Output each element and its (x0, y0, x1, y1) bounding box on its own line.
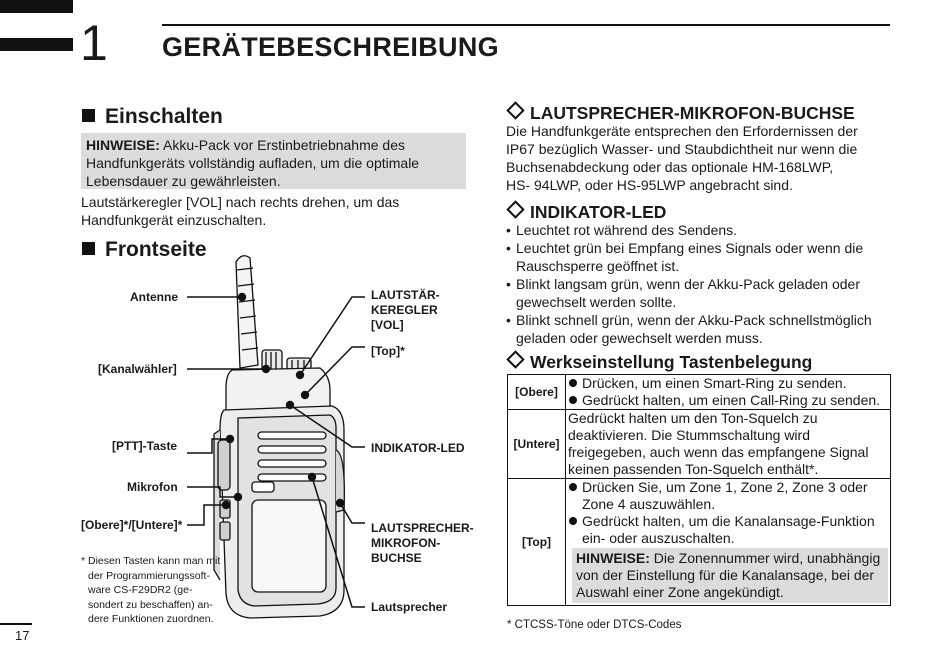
note-label: HINWEISE: (86, 137, 160, 153)
frontseite-footnote: * Diesen Tasten kann man mit der Programmierungssoft- ware CS-F29DR2 (ge- sondert zu beschaffen) an- dere Funktionen zuordnen. (81, 555, 221, 625)
diamond-bullet-icon (506, 200, 524, 218)
label-lautsprecher: Lautsprecher (371, 600, 448, 614)
table-key-cell: [Untere] (508, 410, 566, 479)
section-heading-einschalten: Einschalten (82, 104, 223, 130)
table-note-box: HINWEISE: Die Zonennummer wird, unabhängig von der Einstellung für die Kanalansage, bei der Auswahl einer Zone angekündigt. (572, 548, 888, 603)
key-assignment-table (507, 374, 891, 606)
page-number: 17 (15, 628, 30, 643)
table-key-cell: [Obere] (508, 375, 566, 410)
heading-indikator-led: INDIKATOR-LED (506, 201, 666, 223)
table-row (508, 410, 891, 479)
page-number-rule (0, 623, 32, 625)
chapter-tab-bar-bottom (0, 38, 73, 51)
bullet-dot-icon (569, 483, 577, 491)
label-lautstaerkeregler: LAUTSTÄR- KEREGLER [VOL] (371, 288, 440, 332)
list-item: • Blinkt langsam grün, wenn der Akku-Pack geladen oder gewechselt werden sollte. (506, 275, 896, 311)
table-row (508, 375, 891, 410)
note-text: HINWEISE: Akku-Pack vor Erstinbetriebnahme des Handfunkgeräts vollständig aufladen, um die optimale Lebensdauer zu gewährleisten. (86, 137, 420, 189)
diamond-bullet-icon (506, 350, 524, 368)
label-obere-untere: [Obere]*/[Untere]* (81, 518, 183, 532)
einschalten-body: Lautstärkeregler [VOL] nach rechts drehen, um das Handfunkgerät einzuschalten. (81, 194, 400, 228)
label-mikrofon: Mikrofon (127, 480, 178, 494)
heading-lautsprecher-mikrofon-buchse: LAUTSPRECHER-MIKROFON-BUCHSE (506, 102, 855, 124)
diamond-bullet-icon (506, 101, 524, 119)
square-bullet-icon (82, 242, 95, 255)
chapter-rule (162, 24, 890, 26)
square-bullet-icon (82, 109, 95, 122)
bullet-dot-icon (569, 517, 577, 525)
led-list (506, 221, 896, 347)
label-lautsprecher-mikrofon-buchse: LAUTSPRECHER- MIKROFON- BUCHSE (371, 521, 474, 565)
table-value-cell: Drücken Sie, um Zone 1, Zone 2, Zone 3 oder Zone 4 auszuwählen. Gedrückt halten, um die Kanalansage-Funktion ein- oder auszuschalten. HINWEISE: Die Zonennummer wird, unabhängig von der Einstellung für die Kanalansage, bei der Auswahl einer Zone angekündigt. (566, 479, 891, 606)
heading-werkseinstellung: Werkseinstellung Tastenbelegung (506, 351, 812, 373)
buchse-text: Die Handfunkgeräte entsprechen den Erfordernissen der IP67 bezüglich Wasser- und Staubdichtheit nur wenn die Buchsenabdeckung oder das optionale HM-168LWP, HS- 94LWP, oder HS-95LWP angebracht sind. (506, 123, 858, 193)
label-kanalwaehler: [Kanalwähler] (98, 362, 177, 376)
chapter-tab-bar-top (0, 0, 73, 13)
chapter-title: GERÄTEBESCHREIBUNG (162, 32, 499, 62)
section-heading-frontseite: Frontseite (82, 237, 207, 263)
label-ptt-taste: [PTT]-Taste (112, 439, 178, 453)
list-item: • Blinkt schnell grün, wenn der Akku-Pack schnellstmöglich geladen oder gewechselt werden muss. (506, 311, 896, 347)
bullet-dot-icon (569, 396, 577, 404)
table-row (508, 479, 891, 606)
label-indikator-led: INDIKATOR-LED (371, 441, 465, 455)
table-value-cell: Drücken, um einen Smart-Ring zu senden. Gedrückt halten, um einen Call-Ring zu senden. (566, 375, 891, 410)
table-key-cell: [Top] (508, 479, 566, 606)
label-top: [Top]* (371, 344, 405, 358)
list-item: • Leuchtet rot während des Sendens. (506, 221, 896, 239)
table-value-cell: Gedrückt halten um den Ton-Squelch zu deaktivieren. Die Stummschaltung wird freigegeben, auch wenn das empfangene Signal keinen passenden Ton-Squelch enthält*. (566, 410, 891, 479)
chapter-number: 1 (80, 15, 108, 71)
list-item: • Leuchtet grün bei Empfang eines Signals oder wenn die Rauschsperre geöffnet ist. (506, 239, 896, 275)
table-footnote: * CTCSS-Töne oder DTCS-Codes (507, 619, 682, 631)
bullet-dot-icon (569, 379, 577, 387)
label-antenne: Antenne (130, 290, 178, 304)
key-table-wrapper (507, 374, 891, 606)
